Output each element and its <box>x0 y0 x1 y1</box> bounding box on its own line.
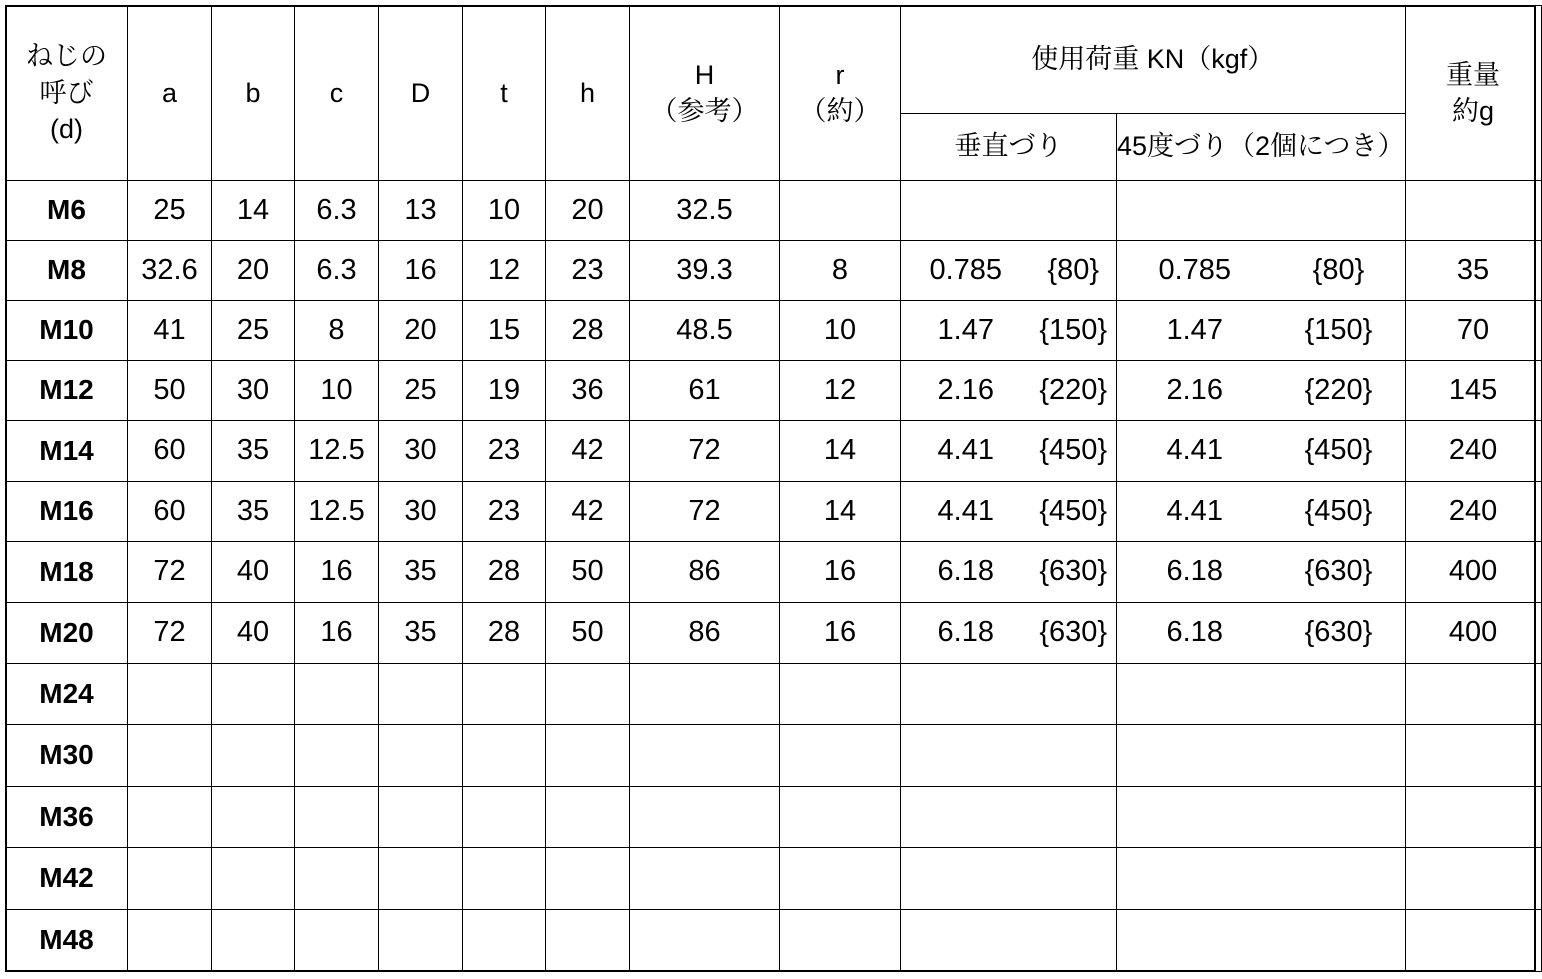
cell-H: 72 <box>630 482 780 542</box>
cell-w: 400 <box>1405 603 1541 664</box>
cell-v_kgf <box>1031 787 1117 848</box>
cell-H: 61 <box>630 361 780 421</box>
header-weight-line2: 約g <box>1452 96 1495 126</box>
cell-v_kgf <box>1031 664 1117 725</box>
header-thread-size-line2: 呼び <box>39 77 94 108</box>
cell-a_kgf <box>1272 181 1405 241</box>
cell-D: 35 <box>379 542 463 603</box>
cell-v_kn <box>901 664 1031 725</box>
cell-c: 16 <box>295 542 379 603</box>
cell-r: 12 <box>780 361 901 421</box>
cell-b: 40 <box>212 603 295 664</box>
cell-d: M10 <box>6 301 128 361</box>
cell-t: 28 <box>463 542 546 603</box>
cell-r: 16 <box>780 542 901 603</box>
header-h: h <box>546 6 630 181</box>
header-weight <box>1405 6 1541 181</box>
cell-a_kn: 6.18 <box>1117 542 1273 603</box>
cell-d: M16 <box>6 482 128 542</box>
header-r <box>780 6 901 181</box>
cell-a_kn: 4.41 <box>1117 421 1273 482</box>
cell-h: 36 <box>546 361 630 421</box>
cell-h: 50 <box>546 603 630 664</box>
cell-a: 32.6 <box>128 241 212 301</box>
header-t: t <box>463 6 546 181</box>
cell-b <box>212 848 295 910</box>
cell-v_kn <box>901 848 1031 910</box>
cell-H <box>630 725 780 787</box>
cell-d: M42 <box>6 848 128 910</box>
cell-t <box>463 725 546 787</box>
cell-a_kn <box>1117 910 1273 972</box>
cell-w <box>1405 664 1541 725</box>
cell-a_kn: 0.785 <box>1117 241 1273 301</box>
spec-table <box>5 5 1542 972</box>
cell-r <box>780 181 901 241</box>
cell-D: 16 <box>379 241 463 301</box>
cell-b: 30 <box>212 361 295 421</box>
cell-r <box>780 664 901 725</box>
cell-t: 23 <box>463 482 546 542</box>
header-thread-size <box>6 6 128 181</box>
table-row <box>6 910 1542 972</box>
cell-h <box>546 910 630 972</box>
cell-a_kn <box>1117 848 1273 910</box>
cell-D <box>379 664 463 725</box>
cell-w <box>1405 848 1541 910</box>
table-row <box>6 482 1542 542</box>
table-row <box>6 181 1542 241</box>
cell-d: M12 <box>6 361 128 421</box>
cell-c <box>295 787 379 848</box>
cell-v_kn: 0.785 <box>901 241 1031 301</box>
cell-t: 15 <box>463 301 546 361</box>
cell-h: 42 <box>546 482 630 542</box>
cell-t: 28 <box>463 603 546 664</box>
table-body <box>6 181 1542 972</box>
cell-a_kn <box>1117 664 1273 725</box>
cell-t: 12 <box>463 241 546 301</box>
cell-h: 42 <box>546 421 630 482</box>
header-thread-size-line3: (d) <box>50 114 83 145</box>
cell-w: 145 <box>1405 361 1541 421</box>
header-r-line1: r <box>835 59 845 90</box>
cell-w <box>1405 787 1541 848</box>
cell-v_kn <box>901 181 1031 241</box>
cell-v_kn: 1.47 <box>901 301 1031 361</box>
cell-r: 16 <box>780 603 901 664</box>
cell-v_kgf: {630} <box>1031 603 1117 664</box>
cell-a: 60 <box>128 421 212 482</box>
cell-t <box>463 664 546 725</box>
cell-a_kgf: {80} <box>1272 241 1405 301</box>
cell-D <box>379 787 463 848</box>
cell-w: 70 <box>1405 301 1541 361</box>
cell-D <box>379 848 463 910</box>
table-row <box>6 542 1542 603</box>
header-vertical-lift: 垂直づり <box>901 114 1117 181</box>
cell-d: M48 <box>6 910 128 972</box>
cell-r: 14 <box>780 421 901 482</box>
header-weight-line1: 重量 <box>1446 59 1501 90</box>
cell-a_kgf: {630} <box>1272 603 1405 664</box>
cell-D: 35 <box>379 603 463 664</box>
cell-a_kgf <box>1272 787 1405 848</box>
table-row <box>6 664 1542 725</box>
cell-c <box>295 725 379 787</box>
cell-a_kn: 2.16 <box>1117 361 1273 421</box>
header-D: D <box>379 6 463 181</box>
cell-v_kn: 6.18 <box>901 603 1031 664</box>
cell-c: 10 <box>295 361 379 421</box>
cell-w: 240 <box>1405 482 1541 542</box>
cell-d: M30 <box>6 725 128 787</box>
cell-d: M24 <box>6 664 128 725</box>
cell-w <box>1405 910 1541 972</box>
cell-a: 72 <box>128 603 212 664</box>
cell-D <box>379 910 463 972</box>
header-r-line2: （約） <box>799 96 881 126</box>
table-row <box>6 725 1542 787</box>
cell-v_kgf <box>1031 181 1117 241</box>
cell-c <box>295 664 379 725</box>
cell-a_kgf: {150} <box>1272 301 1405 361</box>
cell-c <box>295 910 379 972</box>
cell-h <box>546 787 630 848</box>
cell-a_kn <box>1117 725 1273 787</box>
cell-w: 240 <box>1405 421 1541 482</box>
cell-a: 25 <box>128 181 212 241</box>
cell-a_kn: 1.47 <box>1117 301 1273 361</box>
cell-r <box>780 848 901 910</box>
cell-h <box>546 725 630 787</box>
cell-w <box>1405 725 1541 787</box>
cell-d: M18 <box>6 542 128 603</box>
cell-r <box>780 787 901 848</box>
cell-b: 14 <box>212 181 295 241</box>
cell-D: 30 <box>379 421 463 482</box>
cell-t: 19 <box>463 361 546 421</box>
cell-w: 400 <box>1405 542 1541 603</box>
cell-a_kn: 6.18 <box>1117 603 1273 664</box>
header-b: b <box>212 6 295 181</box>
cell-d: M36 <box>6 787 128 848</box>
cell-b <box>212 664 295 725</box>
cell-c <box>295 848 379 910</box>
cell-a <box>128 848 212 910</box>
cell-t <box>463 848 546 910</box>
cell-a <box>128 664 212 725</box>
cell-a_kgf <box>1272 725 1405 787</box>
cell-r: 10 <box>780 301 901 361</box>
table-row <box>6 301 1542 361</box>
cell-b: 25 <box>212 301 295 361</box>
cell-c: 8 <box>295 301 379 361</box>
table-row <box>6 848 1542 910</box>
table-row <box>6 421 1542 482</box>
cell-a_kgf: {220} <box>1272 361 1405 421</box>
cell-a_kn <box>1117 181 1273 241</box>
cell-v_kgf <box>1031 910 1117 972</box>
cell-H: 86 <box>630 603 780 664</box>
cell-h <box>546 848 630 910</box>
cell-H <box>630 664 780 725</box>
cell-d: M6 <box>6 181 128 241</box>
cell-H <box>630 787 780 848</box>
cell-v_kn: 2.16 <box>901 361 1031 421</box>
cell-h: 50 <box>546 542 630 603</box>
cell-b: 40 <box>212 542 295 603</box>
cell-v_kgf: {450} <box>1031 482 1117 542</box>
cell-v_kn: 4.41 <box>901 482 1031 542</box>
cell-t <box>463 910 546 972</box>
cell-c: 6.3 <box>295 181 379 241</box>
cell-D: 25 <box>379 361 463 421</box>
table-row <box>6 787 1542 848</box>
cell-a_kgf <box>1272 848 1405 910</box>
cell-a_kgf: {630} <box>1272 542 1405 603</box>
cell-D <box>379 725 463 787</box>
cell-r <box>780 725 901 787</box>
cell-v_kgf <box>1031 848 1117 910</box>
cell-b: 20 <box>212 241 295 301</box>
cell-v_kgf: {80} <box>1031 241 1117 301</box>
cell-r <box>780 910 901 972</box>
table-row <box>6 361 1542 421</box>
cell-c: 16 <box>295 603 379 664</box>
cell-H: 32.5 <box>630 181 780 241</box>
cell-a: 41 <box>128 301 212 361</box>
cell-D: 20 <box>379 301 463 361</box>
header-working-load: 使用荷重 KN（kgf） <box>901 6 1406 114</box>
cell-h <box>546 664 630 725</box>
cell-v_kgf: {450} <box>1031 421 1117 482</box>
cell-v_kn: 6.18 <box>901 542 1031 603</box>
cell-c: 12.5 <box>295 482 379 542</box>
header-H-line1: H <box>694 59 715 90</box>
cell-w: 35 <box>1405 241 1541 301</box>
cell-H: 39.3 <box>630 241 780 301</box>
cell-t: 23 <box>463 421 546 482</box>
cell-a: 50 <box>128 361 212 421</box>
cell-H: 72 <box>630 421 780 482</box>
cell-b <box>212 725 295 787</box>
cell-b: 35 <box>212 482 295 542</box>
cell-c: 12.5 <box>295 421 379 482</box>
cell-a: 60 <box>128 482 212 542</box>
cell-v_kgf: {630} <box>1031 542 1117 603</box>
table-header <box>6 6 1542 181</box>
cell-H <box>630 910 780 972</box>
header-45deg-lift: 45度づり（2個につき） <box>1117 114 1406 181</box>
header-a: a <box>128 6 212 181</box>
cell-a_kn: 4.41 <box>1117 482 1273 542</box>
cell-r: 14 <box>780 482 901 542</box>
cell-b <box>212 787 295 848</box>
header-c: c <box>295 6 379 181</box>
cell-v_kn: 4.41 <box>901 421 1031 482</box>
cell-v_kn <box>901 910 1031 972</box>
cell-h: 28 <box>546 301 630 361</box>
cell-H: 48.5 <box>630 301 780 361</box>
cell-v_kn <box>901 787 1031 848</box>
cell-a_kgf: {450} <box>1272 421 1405 482</box>
header-H <box>630 6 780 181</box>
cell-a_kgf: {450} <box>1272 482 1405 542</box>
cell-t: 10 <box>463 181 546 241</box>
cell-h: 23 <box>546 241 630 301</box>
header-H-line2: （参考） <box>650 96 759 126</box>
cell-d: M20 <box>6 603 128 664</box>
cell-v_kgf: {220} <box>1031 361 1117 421</box>
cell-v_kgf: {150} <box>1031 301 1117 361</box>
cell-v_kgf <box>1031 725 1117 787</box>
cell-r: 8 <box>780 241 901 301</box>
cell-d: M14 <box>6 421 128 482</box>
cell-a_kn <box>1117 787 1273 848</box>
cell-a <box>128 725 212 787</box>
cell-w <box>1405 181 1541 241</box>
cell-a <box>128 910 212 972</box>
cell-H <box>630 848 780 910</box>
table-row <box>6 241 1542 301</box>
header-thread-size-line1: ねじの <box>26 41 107 72</box>
cell-a_kgf <box>1272 664 1405 725</box>
cell-v_kn <box>901 725 1031 787</box>
cell-a <box>128 787 212 848</box>
table-row <box>6 603 1542 664</box>
cell-b: 35 <box>212 421 295 482</box>
cell-a: 72 <box>128 542 212 603</box>
cell-t <box>463 787 546 848</box>
cell-a_kgf <box>1272 910 1405 972</box>
cell-H: 86 <box>630 542 780 603</box>
cell-D: 30 <box>379 482 463 542</box>
cell-c: 6.3 <box>295 241 379 301</box>
cell-b <box>212 910 295 972</box>
cell-D: 13 <box>379 181 463 241</box>
cell-h: 20 <box>546 181 630 241</box>
cell-d: M8 <box>6 241 128 301</box>
